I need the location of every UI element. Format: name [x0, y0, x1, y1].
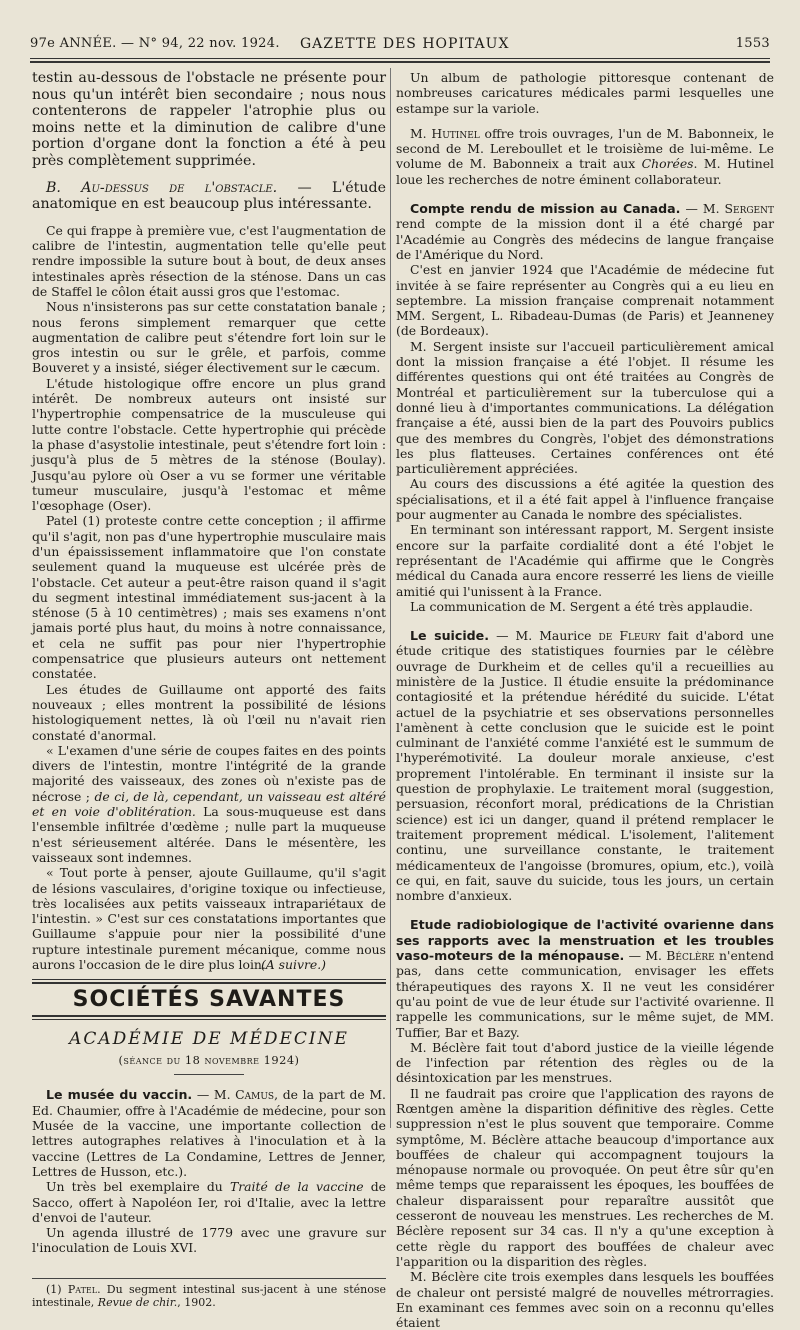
- footnote-rule: [32, 1278, 386, 1279]
- paragraph: En terminant son intéressant rapport, M. Sergent insiste encore sur la parfaite cordialité dont a été l'objet le représentant de l'Académie qui affirme que le Congrès médical du Canada aura encore resserré les liens de vieille amitié qui l'unissent à la France.: [396, 522, 774, 599]
- paragraph: B. Au-dessus de l'obstacle. — L'étude anatomique en est beaucoup plus intéressante.: [32, 179, 386, 213]
- run-in-heading: Etude radiobiologique de l'activité ovarienne dans ses rapports avec la menstruation et les troubles vaso-moteurs de la ménopause.: [396, 917, 774, 964]
- paragraph: Au cours des discussions a été agitée la question des spécialisations, et il a été fait appel à l'influence française pour augmenter au Canada le nombre des spécialistes.: [396, 476, 774, 523]
- short-rule: [174, 1074, 244, 1075]
- paragraph: Un très bel exemplaire du Traité de la vaccine de Sacco, offert à Napoléon Ier, roi d'Italie, avec la lettre d'envoi de l'auteur.: [32, 1179, 386, 1225]
- section-rule: [32, 979, 386, 980]
- section-rule: [32, 1019, 386, 1020]
- session-date: (séance du 18 novembre 1924): [118, 1053, 300, 1068]
- section-rule-thick: [32, 1015, 386, 1017]
- paragraph: L'étude histologique offre encore un plus grand intérêt. De nombreux auteurs ont insisté sur l'hypertrophie compensatrice de la musculeuse qui lutte contre l'obstacle. Cette hypertrophie qui précède la phase d'asystolie intestinale, peut s'étendre fort loin : jusqu'à plus de 5 mètres de la sténose (Boulay). Jusqu'au pylore où Oser a vu se former une véritable tumeur musculaire, jusqu'à l'estomac et même l'œsophage (Oser).: [32, 375, 386, 514]
- paragraph: M. Sergent insiste sur l'accueil particulièrement amical dont la mission française a été l'objet. Il résume les différentes questions qui ont été traitées au Congrès de Montréal et particulièrement sur la tuberculose qui a donné lieu à d'importantes communications. La délégation française a été, aussi bien de la part des Pouvoirs publics que des membres du Congrès, l'objet des démonstrations les plus flatteuses. Certaines conférences ont été particulièrement appréciées.: [396, 338, 774, 477]
- issue-info: 97e ANNÉE. — N° 94, 22 nov. 1924.: [30, 36, 280, 51]
- run-in-heading: Le suicide.: [410, 628, 489, 644]
- left-column: [32, 70, 386, 1310]
- section-rule-thick: [32, 982, 386, 984]
- paragraph: Le suicide. — M. Maurice de Fleury fait d'abord une étude critique des statistiques fournies par le célèbre ouvrage de Durkheim et de celles qu'il a recueillies au ministère de la Justice. Il étudie ensuite la prédominance contagiosité et la prétendue hérédité du suicide. L'état actuel de la psychiatrie et ses observations personnelles l'amènent à cette conclusion que le suicide est le point culminant de l'anxiété comme l'anxiété est le summum de l'hyperémotivité. La douleur morale anxieuse, c'est proprement l'intolérable. En terminant il insiste sur la question de prophylaxie. Le traitement moral (suggestion, persuasion, réconfort moral, prédications de la Christian science) est ici un danger, quand il prétend remplacer le traitement proprement médical. L'isolement, l'alitement continu, une surveillance constante, le traitement médicamenteux de l'angoisse (bromures, opium, etc.), voilà ce qui, en fait, sauve du suicide, tous les jours, un certain nombre d'anxieux.: [396, 628, 775, 904]
- paragraph: M. Béclère fait tout d'abord justice de la vieille légende de l'infection par rétention des règles ou de la désintoxication par les menstrues.: [396, 1039, 774, 1086]
- paragraph: La communication de M. Sergent a été très applaudie.: [410, 598, 753, 614]
- to-be-continued: (A suivre.): [260, 957, 326, 973]
- run-in-heading: Compte rendu de mission au Canada.: [410, 201, 681, 217]
- header-rule-thick: [30, 61, 770, 63]
- paragraph: testin au-dessous de l'obstacle ne présente pour nous qu'un intérêt bien secondaire ; nous nous contenterons de rappeler l'atrophie plus ou moins nette et la diminution de calibre d'une portion d'organe dont la fonction a été à peu près complètement supprimée.: [32, 70, 386, 169]
- paragraph: Les études de Guillaume ont apporté des faits nouveaux ; elles montrent la possibilité de lésions histologiquement nettes, là où l'œil nu n'avait rien constaté d'anormal.: [32, 681, 386, 743]
- paragraph: Etude radiobiologique de l'activité ovarienne dans ses rapports avec la menstruation et les troubles vaso-moteurs de la ménopause. — M. Béclère n'entend pas, dans cette communication, envisager les effets thérapeutiques des rayons X. Il ne veut les considérer qu'au point de vue de leur étude sur l'activité ovarienne. Il rappelle les communications, sur le même sujet, de MM. Tuffier, Bar et Bazy.: [396, 917, 774, 1040]
- academy-title: ACADÉMIE DE MÉDECINE: [69, 1028, 349, 1049]
- footnote: (1) Patel. Du segment intestinal sus-jacent à une sténose intestinale, Revue de chir., 1902.: [32, 1282, 386, 1310]
- paragraph: « Tout porte à penser, ajoute Guillaume, qu'il s'agit de lésions vasculaires, d'origine toxique ou infectieuse, très localisées aux petits vaisseaux intrapariétaux de l'intestin. » C'est sur ces constatations importantes que Guillaume s'appuie pour nier la possibilité d'une rupture intestinale purement mécanique, comme nous aurons l'occasion de le dire plus loin.: [32, 865, 386, 972]
- paragraph: M. Hutinel offre trois ouvrages, l'un de M. Babonneix, le second de M. Lereboullet et le troisième de lui-même. Le volume de M. Babonneix a trait aux Chorées. M. Hutinel loue les recherches de notre éminent collaborateur.: [396, 125, 774, 187]
- running-header: [30, 36, 770, 56]
- paragraph: Il ne faudrait pas croire que l'application des rayons de Rœntgen amène la disparition définitive des règles. Cette suppression n'est le plus souvent que temporaire. Comme symptôme, M. Béclère attache beaucoup d'importance aux bouffées de chaleur qui accompagnent toujours la ménopause normale ou provoquée. On peut être sûr qu'en même temps que reparaissent les époques, les bouffées de chaleur disparaissent pour reparaître aussitôt que cesseront de nouveau les menstrues. Les recherches de M. Béclère reposent sur 34 cas. Il n'y a qu'une exception à cette règle du rapport des bouffées de chaleur avec l'apparition ou la disparition des règles.: [396, 1085, 774, 1269]
- paragraph: M. Béclère cite trois exemples dans lesquels les bouffées de chaleur ont persisté malgré de nouvelles métrorragies. En examinant ces femmes avec soin on a reconnu qu'elles étaient: [396, 1269, 774, 1330]
- paragraph: Le musée du vaccin. — M. Camus, de la part de M. Ed. Chaumier, offre à l'Académie de médecine, pour son Musée de la vaccine, une importante collection de lettres autographes relatives à l'inoculation et à la vaccine (Lettres de La Condamine, Lettres de Jenner, Lettres de Husson, etc.).: [32, 1087, 386, 1179]
- header-rule: [30, 58, 770, 59]
- paragraph: « L'examen d'une série de coupes faites en des points divers de l'intestin, montre l'intégrité de la grande majorité des vaisseaux, des zones où n'existe pas de nécrose ; de ci, de là, cependant, un vaisseau est altéré et en voie d'oblitération. La sous-muqueuse est dans l'ensemble infiltrée d'œdème ; nulle part la muqueuse n'est sérieusement altérée. Dans le mésentère, les vaisseaux sont indemnes.: [32, 742, 386, 865]
- subheading: B. Au-dessus de l'obstacle.: [46, 179, 278, 196]
- paragraph: C'est en janvier 1924 que l'Académie de médecine fut invitée à se faire représenter au Congrès qui a eu lieu en septembre. La mission française comprenait notamment MM. Sergent, L. Ribadeau-Dumas (de Paris) et Jeanneney (de Bordeaux).: [396, 262, 774, 339]
- column-divider: [390, 68, 391, 1128]
- section-title: SOCIÉTÉS SAVANTES: [72, 986, 346, 1012]
- paragraph: Un album de pathologie pittoresque contenant de nombreuses caricatures médicales parmi lesquelles une estampe sur la variole.: [396, 70, 774, 116]
- right-column: [396, 70, 774, 1330]
- paragraph: Patel (1) proteste contre cette conception ; il affirme qu'il s'agit, non pas d'une hypertrophie musculaire mais d'un épaississement inflammatoire que l'on constate seulement quand la muqueuse est ulcérée près de l'obstacle. Cet auteur a peut-être raison quand il s'agit du segment intestinal immédiatement sus-jacent à la sténose (5 à 10 centimètres) ; mais ses examens n'ont jamais porté plus haut, du moins à notre connaissance, et cela ne suffit pas pour nier l'hypertrophie compensatrice que plusieurs auteurs ont nettement constatée.: [32, 513, 386, 682]
- paragraph: Compte rendu de mission au Canada. — M. Sergent rend compte de la mission dont il a été chargé par l'Académie au Congrès des médecins de langue française de l'Amérique du Nord.: [396, 201, 774, 262]
- run-in-heading: Le musée du vaccin.: [46, 1087, 193, 1103]
- page-number: 1553: [735, 36, 770, 51]
- paragraph: Ce qui frappe à première vue, c'est l'augmentation de calibre de l'intestin, augmentation telle qu'elle peut rendre impossible la suture bout à bout, de deux anses intestinales après résection de la sténose. Dans un cas de Staffel le côlon était aussi gros que l'estomac.: [32, 222, 386, 299]
- journal-title: GAZETTE DES HOPITAUX: [300, 36, 510, 52]
- paragraph: Un agenda illustré de 1779 avec une gravure sur l'inoculation de Louis XVI.: [32, 1225, 386, 1256]
- paragraph: Nous n'insisterons pas sur cette constatation banale ; nous ferons simplement remarquer que cette augmentation de calibre peut s'étendre fort loin sur le gros intestin ou sur le grêle, et parfois, comme Bouveret y a insisté, siéger électivement sur le cæcum.: [32, 299, 386, 376]
